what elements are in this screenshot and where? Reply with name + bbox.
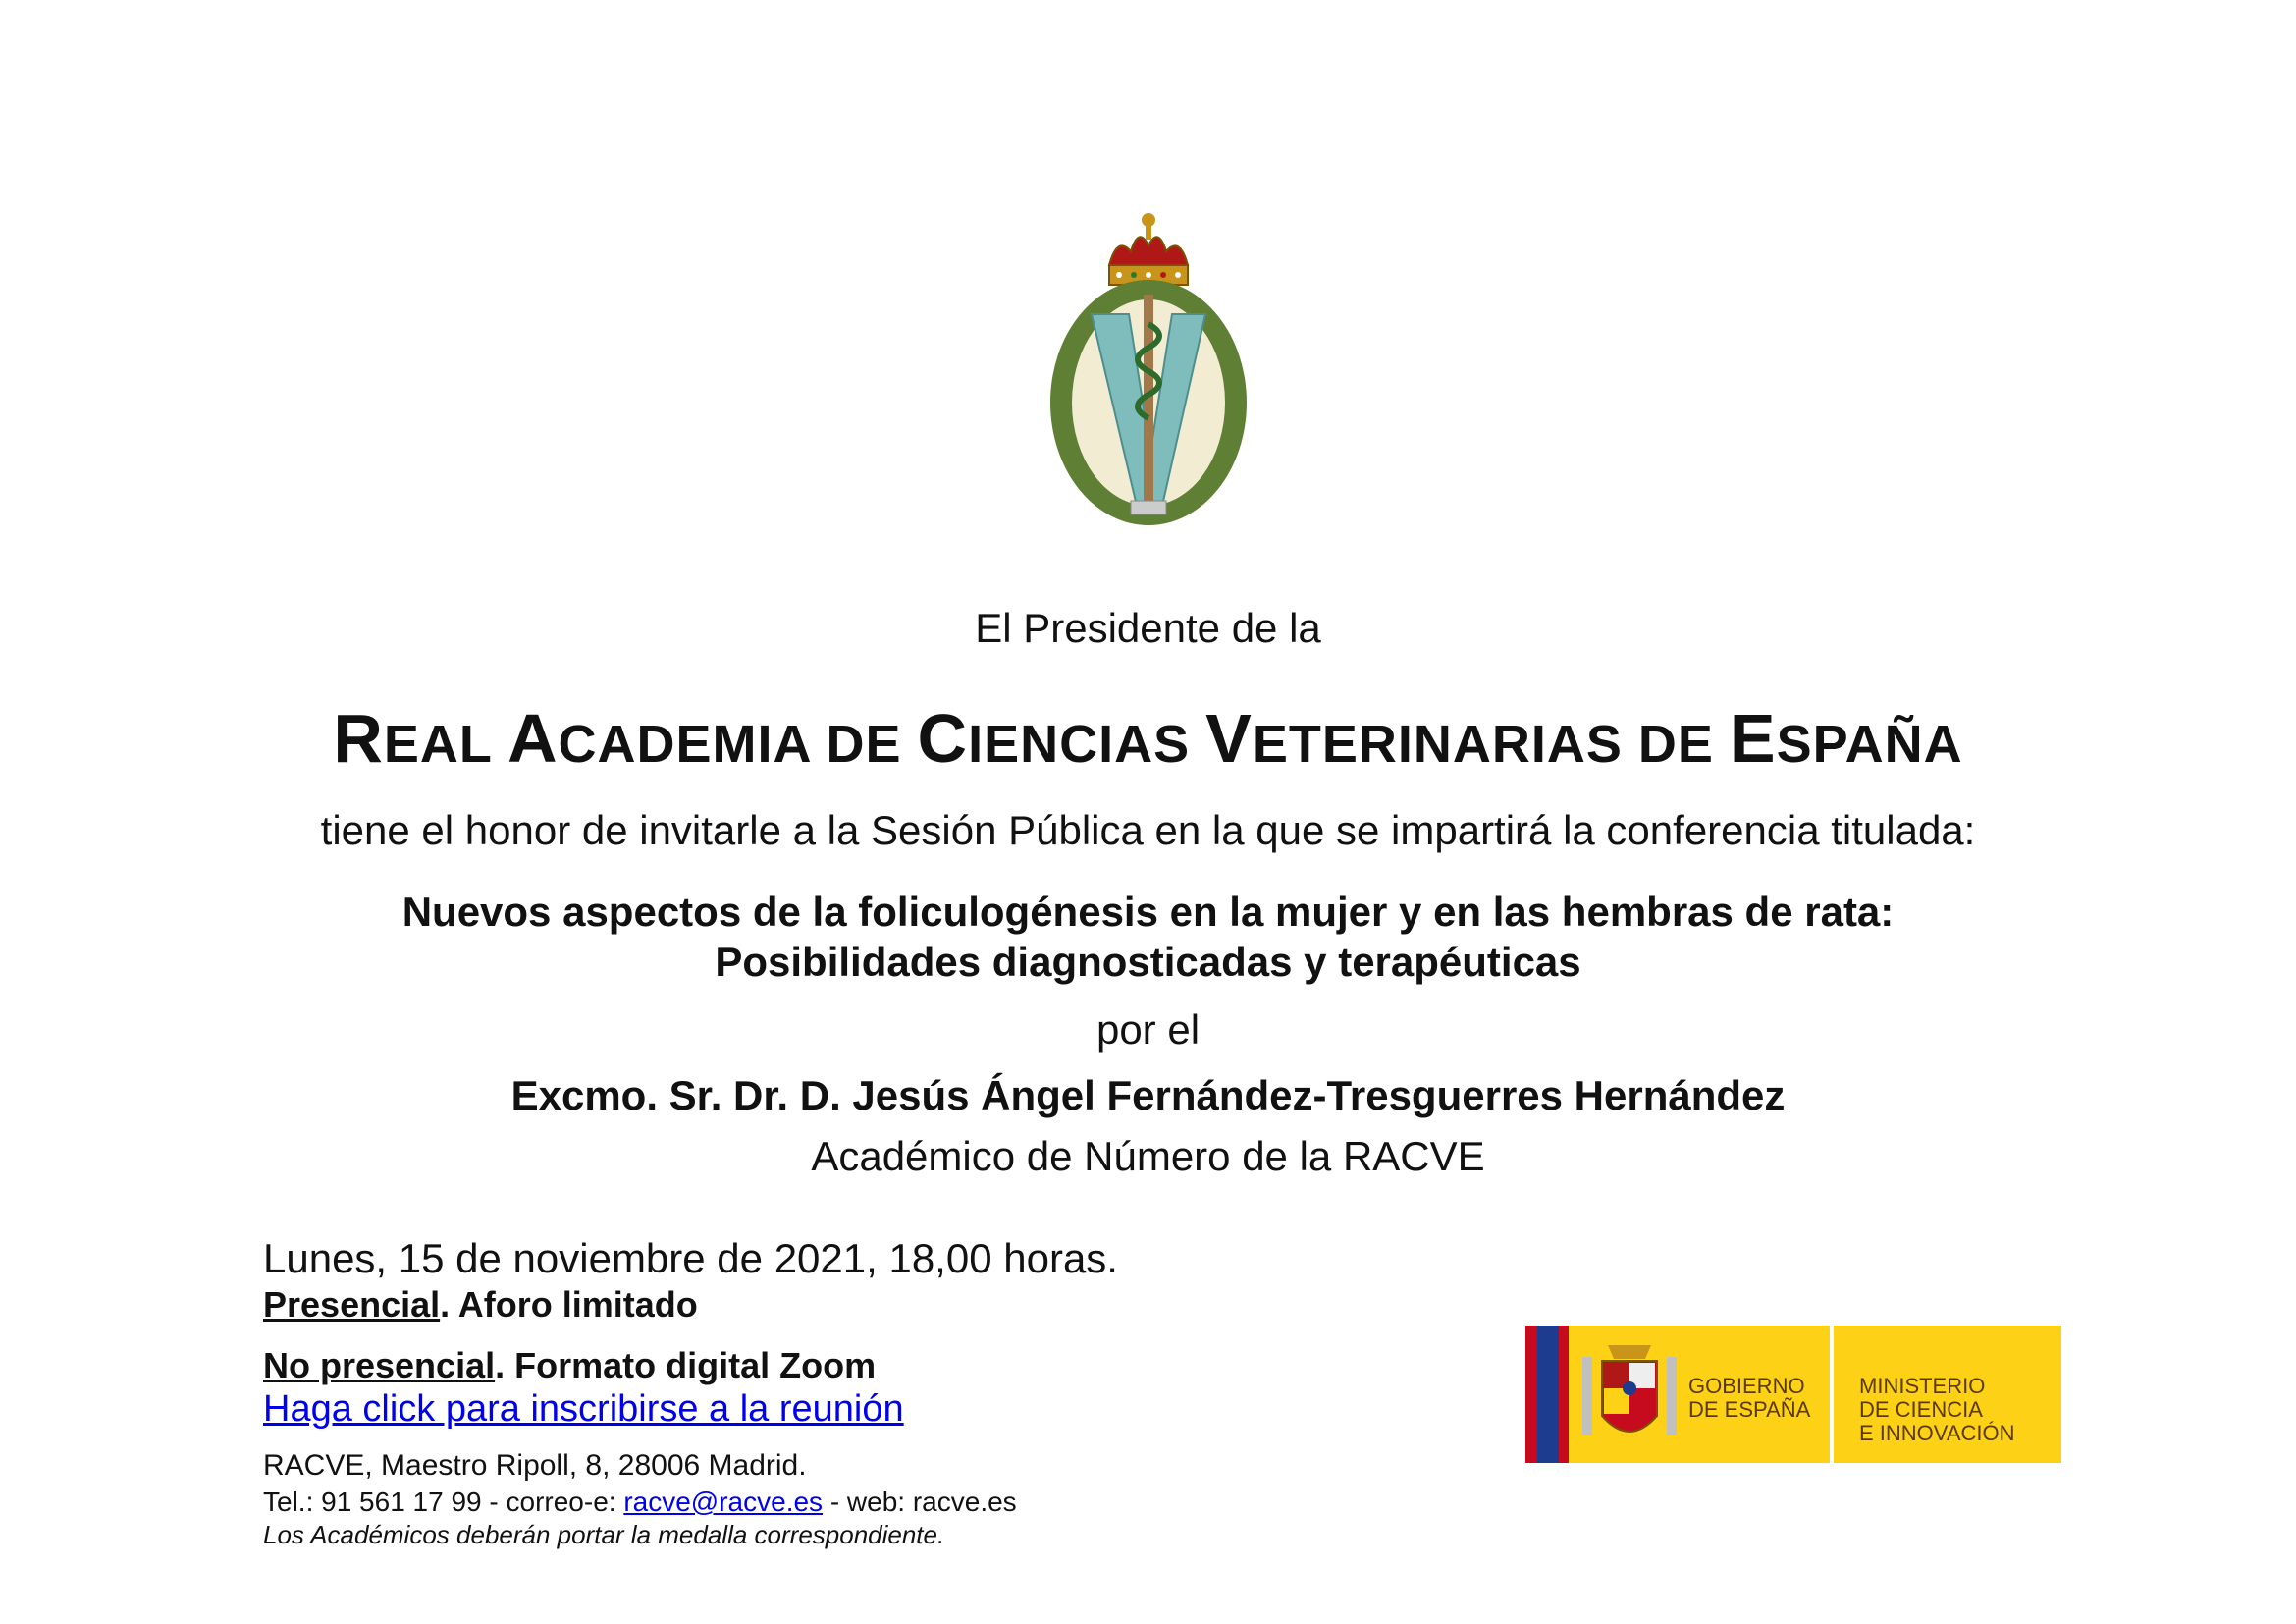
zoom-register-link[interactable]: Haga click para inscribirse a la reunión — [263, 1388, 904, 1430]
spain-coat-of-arms-icon — [1575, 1337, 1684, 1451]
gobierno-logo — [1525, 1326, 2061, 1463]
academy-word: CIENCIAS — [917, 700, 1191, 777]
contact-line — [263, 1487, 1017, 1518]
crown-icon — [1109, 213, 1188, 285]
racve-emblem-icon — [1041, 206, 1256, 540]
academy-word: REAL — [333, 700, 492, 777]
academy-word: ESPAÑA — [1729, 700, 1963, 777]
nopresencial-info — [263, 1345, 876, 1386]
address-text: RACVE, Maestro Ripoll, 8, 28006 Madrid. — [263, 1449, 807, 1482]
speaker-rank: Académico de Número de la RACVE — [811, 1133, 1485, 1179]
academy-word: VETERINARIAS DE — [1205, 700, 1714, 777]
nopresencial-label: No presencial — [263, 1345, 496, 1385]
email-link[interactable]: racve@racve.es — [623, 1487, 824, 1517]
presencial-info — [263, 1284, 698, 1326]
flag-stripe — [1537, 1326, 1559, 1463]
event-date: Lunes, 15 de noviembre de 2021, 18,00 horas. — [263, 1235, 1118, 1281]
presencial-label: Presencial — [263, 1284, 441, 1325]
lecture-title-line2: Posibilidades diagnosticadas y terapéuticas — [715, 939, 1581, 985]
gobierno-text: GOBIERNO DE ESPAÑA — [1688, 1374, 1811, 1422]
nopresencial-rest: . Formato digital Zoom — [495, 1345, 877, 1385]
tel-text: Tel.: 91 561 17 99 - correo-e: — [263, 1487, 624, 1517]
logo-divider — [1830, 1326, 1834, 1463]
flag-stripe — [1525, 1326, 1537, 1463]
invite-text: tiene el honor de invitarle a la Sesión Pública en la que se impartirá la conferencia titulada: — [320, 807, 1976, 853]
intro-text: El Presidente de la — [975, 605, 1321, 651]
lecture-title-line1: Nuevos aspectos de la foliculogénesis en la mujer y en las hembras de rata: — [401, 889, 1895, 935]
flag-stripe — [1559, 1326, 1569, 1463]
ministerio-text: MINISTERIO DE CIENCIA E INNOVACIÓN — [1859, 1374, 2015, 1445]
web-text: - web: racve.es — [823, 1487, 1017, 1517]
speaker-name: Excmo. Sr. Dr. D. Jesús Ángel Fernández-Tresguerres Hernández — [510, 1072, 1786, 1118]
academy-word: ACADEMIA DE — [507, 700, 902, 777]
academy-name — [0, 699, 2296, 778]
by-text: por el — [1095, 1006, 1201, 1053]
medal-note: Los Académicos deberán portar la medalla correspondiente. — [263, 1520, 945, 1549]
presencial-rest: . Aforo limitado — [440, 1284, 698, 1325]
